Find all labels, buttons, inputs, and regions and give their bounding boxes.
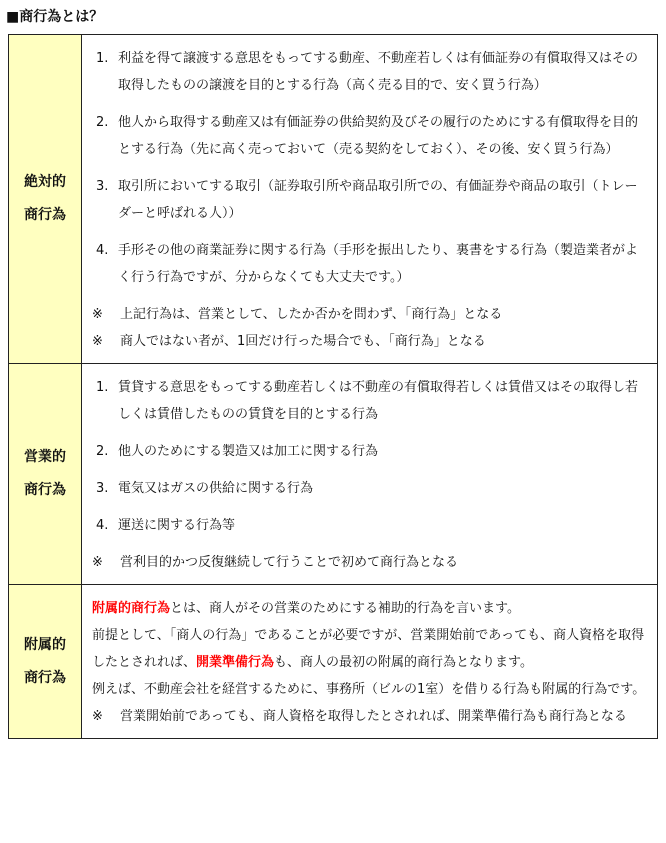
list-item: 2. 他人のためにする製造又は加工に関する行為 [96,444,379,459]
note: ※ 営業開始前であっても、商人資格を取得したとされれば、開業準備行為も商行為となる [92,709,627,724]
note: ※ 商人ではない者が、1回だけ行った場合でも、「商行為」となる [92,334,486,349]
row-body [82,585,658,739]
list-item: 3. 取引所においてする取引（証券取引所や商品取引所での、有価証券や商品の取引（トレーダーと呼ばれる人）） [96,179,638,221]
list-item: 4. 運送に関する行為等 [96,518,236,533]
list-item: 1. 賃貸する意思をもってする動産若しくは不動産の有償取得若しくは賃借又はその取得し若しくは賃借したものの賃貸を目的とする行為 [96,380,639,422]
paragraph: 前提として、「商人の行為」であることが必要ですが、営業開始前であっても、商人資格を取得したとされれば、開業準備行為も、商人の最初の附属的商行為となります。 [92,628,645,670]
list-item: 4. 手形その他の商業証券に関する行為（手形を振出したり、裏書をする行為（製造業者がよく行う行為ですが、分からなくても大丈夫です。） [96,243,639,285]
row-header: 営業的 商行為 [9,364,82,585]
row-body [82,35,658,364]
highlight-term: 附属的商行為 [92,601,171,616]
row-header: 附属的 商行為 [9,585,82,739]
list-item: 3. 電気又はガスの供給に関する行為 [96,481,314,496]
table-row-business [9,364,658,585]
row-header: 絶対的 商行為 [9,35,82,364]
paragraph: 附属的商行為とは、商人がその営業のためにする補助的行為を言います。 [92,601,520,616]
table-row-absolute [9,35,658,364]
list-item: 2. 他人から取得する動産又は有価証券の供給契約及びその履行のためにする有償取得を目的とする行為（先に高く売っておいて（売る契約をしておく）、その後、安く買う行為） [96,115,639,157]
shokoui-table [8,34,658,739]
list-item: 1. 利益を得て譲渡する意思をもってする動産、不動産若しくは有価証券の有償取得又はその取得したものの譲渡を目的とする行為（高く売る目的で、安く買う行為） [96,51,639,93]
highlight-term: 開業準備行為 [196,655,275,670]
note: ※ 営利目的かつ反復継続して行うことで初めて商行為となる [92,555,459,570]
note: ※ 上記行為は、営業として、したか否かを問わず、「商行為」となる [92,307,503,322]
table-row-ancillary [9,585,658,739]
paragraph: 例えば、不動産会社を経営するために、事務所（ビルの1室）を借りる行為も附属的行為です。 [92,682,646,697]
row-body [82,364,658,585]
page-title: ■商行為とは？ [6,9,104,25]
